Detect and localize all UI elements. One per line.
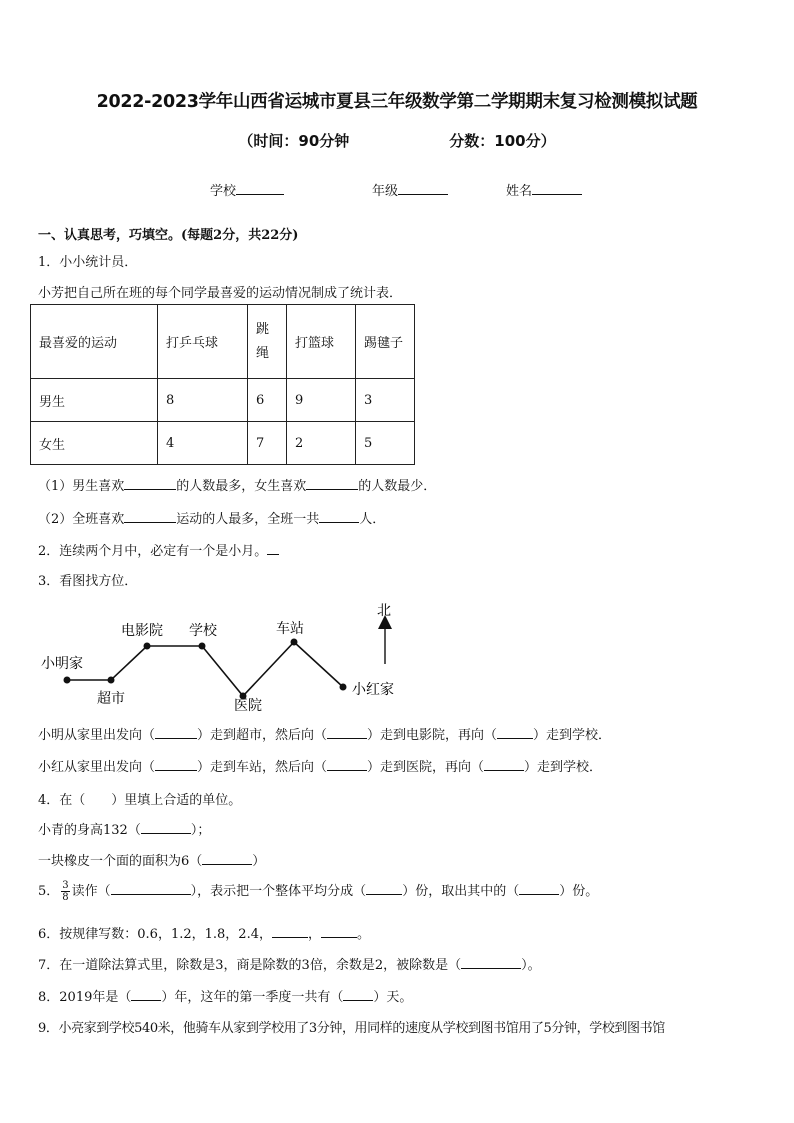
point-home-hong — [340, 684, 347, 691]
table-header-row — [31, 305, 415, 379]
q6: 6．按规律写数：0.6，1.2，1.8，2.4， ， 。 — [38, 923, 370, 942]
q1-title: 1．小小统计员． — [38, 255, 138, 270]
q1-sub2: （2）全班喜欢 运动的人最多，全班一共 人． — [38, 508, 385, 527]
table-cell: 最喜爱的运动 — [31, 305, 158, 379]
answer-blank[interactable] — [141, 819, 191, 834]
answer-blank[interactable] — [155, 756, 197, 771]
table-cell: 男生 — [31, 379, 158, 422]
q7: 7．在一道除法算式里，除数是3，商是除数的3倍，余数是2，被除数是（ ）。 — [38, 954, 541, 973]
table-cell: 2 — [287, 422, 356, 465]
q4-a: 小青的身高132（ ）； — [38, 819, 210, 838]
table-cell: 7 — [248, 422, 287, 465]
answer-blank[interactable] — [124, 508, 176, 523]
answer-blank[interactable] — [497, 724, 533, 739]
answer-blank[interactable] — [131, 986, 161, 1001]
point-supermarket — [108, 677, 115, 684]
table-cell: 5 — [356, 422, 415, 465]
answer-blank[interactable] — [272, 923, 308, 938]
q4-title: 4．在（ ）里填上合适的单位。 — [38, 793, 242, 808]
answer-blank[interactable] — [484, 756, 524, 771]
table-cell: 跳 绳 — [248, 305, 287, 379]
label-hospital: 医院 — [234, 698, 262, 714]
direction-map — [30, 596, 450, 720]
q3-line1: 小明从家里出发向（ ）走到超市，然后向（ ）走到电影院，再向（ ）走到学校． — [38, 724, 611, 743]
answer-blank[interactable] — [319, 508, 359, 523]
point-station — [291, 639, 298, 646]
answer-blank[interactable] — [155, 724, 197, 739]
table-cell: 打篮球 — [287, 305, 356, 379]
label-home-ming: 小明家 — [41, 656, 83, 672]
table-cell: 9 — [287, 379, 356, 422]
fraction: $\frac{3}{8}$ — [62, 880, 69, 903]
school-field: 学校 — [210, 180, 284, 199]
label-cinema: 电影院 — [121, 623, 163, 639]
q8: 8．2019年是（ ）年，这年的第一季度一共有（ ）天。 — [38, 986, 412, 1005]
grade-blank[interactable] — [398, 180, 448, 195]
grade-field: 年级 — [372, 180, 448, 199]
answer-blank[interactable] — [327, 724, 367, 739]
table-row — [31, 379, 415, 422]
route-line — [67, 642, 343, 696]
q1-sub1: （1）男生喜欢 的人数最多，女生喜欢 的人数最少． — [38, 475, 436, 494]
table-cell: 打乒乓球 — [158, 305, 248, 379]
q1-desc: 小芳把自己所在班的每个同学最喜爱的运动情况制成了统计表． — [38, 286, 403, 301]
answer-blank[interactable] — [343, 986, 373, 1001]
table-cell: 女生 — [31, 422, 158, 465]
point-cinema — [144, 643, 151, 650]
table-cell: 踢毽子 — [356, 305, 415, 379]
table-cell: 4 — [158, 422, 248, 465]
answer-blank[interactable] — [111, 880, 191, 895]
label-supermarket: 超市 — [97, 691, 125, 707]
section-heading: 一、认真思考，巧填空。(每题2分，共22分) — [38, 228, 299, 243]
answer-blank[interactable] — [124, 475, 176, 490]
answer-blank[interactable] — [306, 475, 358, 490]
answer-blank[interactable] — [202, 850, 252, 865]
answer-blank[interactable] — [327, 756, 367, 771]
exam-meta — [0, 130, 794, 151]
q4-b: 一块橡皮一个面的面积为6（ ） — [38, 850, 265, 869]
table-cell: 3 — [356, 379, 415, 422]
answer-blank[interactable] — [519, 880, 559, 895]
q3-line2: 小红从家里出发向（ ）走到车站，然后向（ ）走到医院，再向（ ）走到学校． — [38, 756, 602, 775]
point-home-ming — [64, 677, 71, 684]
name-field: 姓名 — [506, 180, 582, 199]
q2: 2．连续两个月中，必定有一个是小月。 — [38, 540, 279, 559]
school-blank[interactable] — [236, 180, 284, 195]
answer-blank[interactable] — [267, 540, 279, 555]
label-home-hong: 小红家 — [352, 682, 394, 698]
answer-blank[interactable] — [461, 954, 521, 969]
sports-table — [30, 304, 415, 465]
table-row — [31, 422, 415, 465]
q5: 5． $\frac{3}{8}$ 读作（ ），表示把一个整体平均分成（ ）份，取出其中的（ ）份。 — [38, 880, 599, 903]
point-school — [199, 643, 206, 650]
page-title: 2022-2023学年山西省运城市夏县三年级数学第二学期期末复习检测模拟试题 — [96, 92, 698, 112]
table-cell: 8 — [158, 379, 248, 422]
time-label: （时间：90分钟 — [238, 132, 350, 150]
label-school: 学校 — [189, 623, 217, 639]
name-blank[interactable] — [532, 180, 582, 195]
label-station: 车站 — [276, 621, 304, 637]
q3-title: 3．看图找方位． — [38, 574, 138, 589]
answer-blank[interactable] — [366, 880, 402, 895]
score-label: 分数：100分） — [449, 132, 556, 150]
answer-blank[interactable] — [321, 923, 357, 938]
table-cell: 6 — [248, 379, 287, 422]
label-north: 北 — [377, 603, 391, 619]
q9: 9．小亮家到学校540米，他骑车从家到学校用了3分钟，用同样的速度从学校到图书馆用了5分钟，学校到图书馆 — [38, 1021, 665, 1036]
